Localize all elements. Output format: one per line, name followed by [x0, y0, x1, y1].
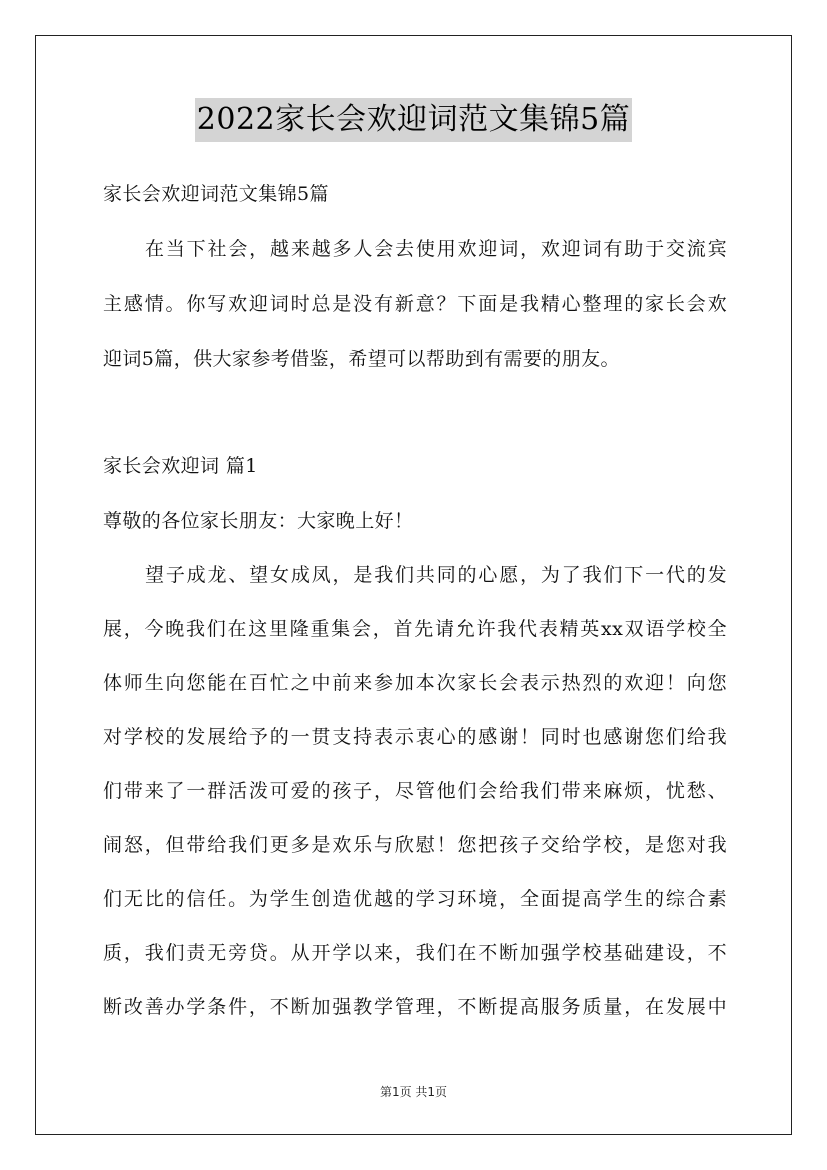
document-title: 2022家长会欢迎词范文集锦5篇	[195, 98, 632, 142]
section-heading: 家长会欢迎词 篇1	[103, 455, 258, 477]
body-line-5: 们带来了一群活泼可爱的孩子，尽管他们会给我们带来麻烦，忧愁、	[103, 780, 727, 802]
intro-line-2: 主感情。你写欢迎词时总是没有新意？下面是我精心整理的家长会欢	[103, 293, 727, 315]
title-container	[0, 98, 827, 142]
intro-line-1: 在当下社会，越来越多人会去使用欢迎词，欢迎词有助于交流宾	[145, 238, 727, 260]
document-subtitle: 家长会欢迎词范文集锦5篇	[103, 183, 329, 205]
body-line-9: 断改善办学条件，不断加强教学管理，不断提高服务质量，在发展中	[103, 996, 727, 1018]
body-line-8: 质，我们责无旁贷。从开学以来，我们在不断加强学校基础建设，不	[103, 942, 727, 964]
body-line-4: 对学校的发展给予的一贯支持表示衷心的感谢！同时也感谢您们给我	[103, 726, 727, 748]
greeting-line: 尊敬的各位家长朋友：大家晚上好！	[103, 510, 414, 532]
body-line-1: 望子成龙、望女成凤，是我们共同的心愿，为了我们下一代的发	[145, 564, 727, 586]
body-line-3: 体师生向您能在百忙之中前来参加本次家长会表示热烈的欢迎！向您	[103, 672, 727, 694]
body-line-7: 们无比的信任。为学生创造优越的学习环境，全面提高学生的综合素	[103, 888, 727, 910]
page-footer: 第1页 共1页	[379, 1085, 448, 1099]
intro-line-3: 迎词5篇，供大家参考借鉴，希望可以帮助到有需要的朋友。	[103, 348, 620, 370]
body-line-2: 展，今晚我们在这里隆重集会，首先请允许我代表精英xx双语学校全	[103, 618, 727, 640]
body-line-6: 闹怒，但带给我们更多是欢乐与欣慰！您把孩子交给学校，是您对我	[103, 834, 727, 856]
